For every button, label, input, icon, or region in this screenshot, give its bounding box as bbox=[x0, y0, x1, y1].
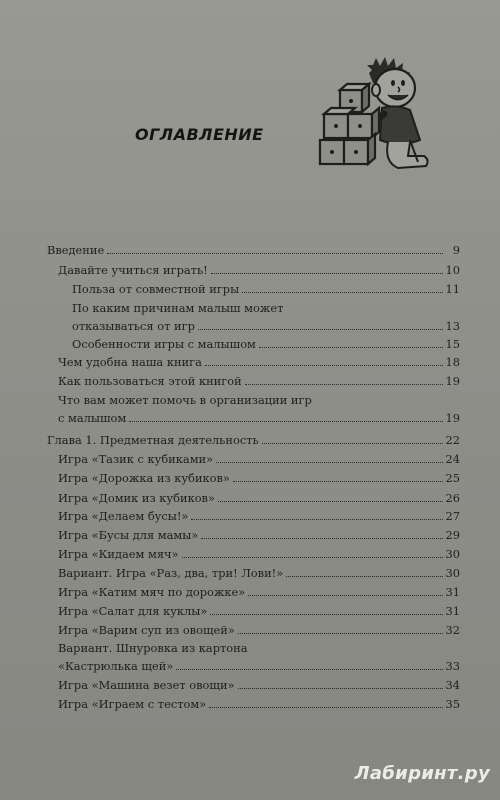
toc-page-number: 24 bbox=[445, 452, 460, 466]
toc-entry-title: Вариант. Игра «Раз, два, три! Лови!» bbox=[58, 566, 284, 580]
dotted-leader bbox=[238, 688, 443, 689]
toc-heading: ОГЛАВЛЕНИЕ bbox=[135, 125, 264, 144]
dotted-leader bbox=[259, 347, 443, 348]
toc-entry-title: Игра «Играем с тестом» bbox=[58, 697, 207, 711]
toc-page-number: 22 bbox=[445, 433, 460, 447]
toc-entry-title: Игра «Тазик с кубиками» bbox=[58, 452, 214, 466]
toc-entry-title: Игра «Делаем бусы!» bbox=[58, 509, 189, 523]
dotted-leader bbox=[191, 519, 442, 520]
toc-entry-title: Игра «Машина везет овощи» bbox=[58, 678, 235, 692]
toc-entry-title: По каким причинам малыш может bbox=[72, 301, 284, 315]
dotted-leader bbox=[201, 538, 442, 539]
dotted-leader bbox=[262, 443, 443, 444]
dotted-leader bbox=[286, 576, 442, 577]
toc-page-number: 13 bbox=[445, 319, 460, 333]
toc-page-number: 26 bbox=[445, 491, 460, 505]
toc-page-number: 30 bbox=[445, 566, 460, 580]
toc-entry-title-continued: с малышом bbox=[58, 411, 127, 425]
toc-page-number: 18 bbox=[445, 355, 460, 369]
dotted-leader bbox=[218, 501, 443, 502]
toc-page-number: 34 bbox=[445, 678, 460, 692]
toc-page-number: 15 bbox=[445, 337, 460, 351]
dotted-leader bbox=[176, 669, 442, 670]
toc-page-number: 30 bbox=[445, 547, 460, 561]
dotted-leader bbox=[245, 384, 443, 385]
toc-page-number: 27 bbox=[445, 509, 460, 523]
boy-with-blocks-illustration bbox=[318, 52, 436, 178]
dotted-leader bbox=[107, 253, 443, 254]
dotted-leader bbox=[242, 292, 442, 293]
toc-entry-title: Давайте учиться играть! bbox=[58, 263, 208, 277]
dotted-leader bbox=[216, 462, 442, 463]
toc-entry-title: Игра «Домик из кубиков» bbox=[58, 491, 215, 505]
toc-page-number: 19 bbox=[445, 374, 460, 388]
dotted-leader bbox=[248, 595, 442, 596]
dotted-leader bbox=[198, 329, 443, 330]
toc-entry-title: Польза от совместной игры bbox=[72, 282, 240, 296]
toc-page-number: 29 bbox=[445, 528, 460, 542]
toc-entry-title: Чем удобна наша книга bbox=[58, 355, 202, 369]
toc-entry-title: Игра «Салат для куклы» bbox=[58, 604, 208, 618]
toc-entry-title: Что вам может помочь в организации игр bbox=[58, 393, 312, 407]
toc-entry-title-continued: «Кастрюлька щей» bbox=[58, 659, 174, 673]
toc-page-number: 11 bbox=[445, 282, 460, 296]
dotted-leader bbox=[182, 557, 443, 558]
dotted-leader bbox=[205, 365, 443, 366]
dotted-leader bbox=[233, 481, 443, 482]
toc-entry-title: Введение bbox=[47, 243, 105, 257]
toc-page-number: 25 bbox=[445, 471, 460, 485]
toc-page-number: 33 bbox=[445, 659, 460, 673]
toc-entry-title: Вариант. Шнуровка из картона bbox=[58, 641, 248, 655]
dotted-leader bbox=[129, 421, 442, 422]
toc-entry-title: Как пользоваться этой книгой bbox=[58, 374, 242, 388]
toc-page-number: 32 bbox=[445, 623, 460, 637]
dotted-leader bbox=[209, 707, 442, 708]
toc-page-number: 31 bbox=[445, 585, 460, 599]
dotted-leader bbox=[210, 614, 442, 615]
toc-entry-title: Игра «Дорожка из кубиков» bbox=[58, 471, 230, 485]
toc-page-number: 10 bbox=[445, 263, 460, 277]
toc-entry-title: Игра «Кидаем мяч» bbox=[58, 547, 179, 561]
toc-page-number: 35 bbox=[445, 697, 460, 711]
toc-entry-title: Игра «Бусы для мамы» bbox=[58, 528, 199, 542]
toc-entry-title: Игра «Катим мяч по дорожке» bbox=[58, 585, 246, 599]
toc-entry-title-continued: отказываться от игр bbox=[72, 319, 195, 333]
toc-page-number: 9 bbox=[452, 243, 460, 257]
toc-entry-title: Особенности игры с малышом bbox=[72, 337, 256, 351]
labirint-watermark: Лабиринт.ру bbox=[354, 763, 490, 784]
toc-entry-title: Глава 1. Предметная деятельность bbox=[47, 433, 259, 447]
toc-page-number: 19 bbox=[445, 411, 460, 425]
dotted-leader bbox=[211, 273, 443, 274]
dotted-leader bbox=[238, 633, 443, 634]
toc-entry-title: Игра «Варим суп из овощей» bbox=[58, 623, 235, 637]
toc-page-number: 31 bbox=[445, 604, 460, 618]
